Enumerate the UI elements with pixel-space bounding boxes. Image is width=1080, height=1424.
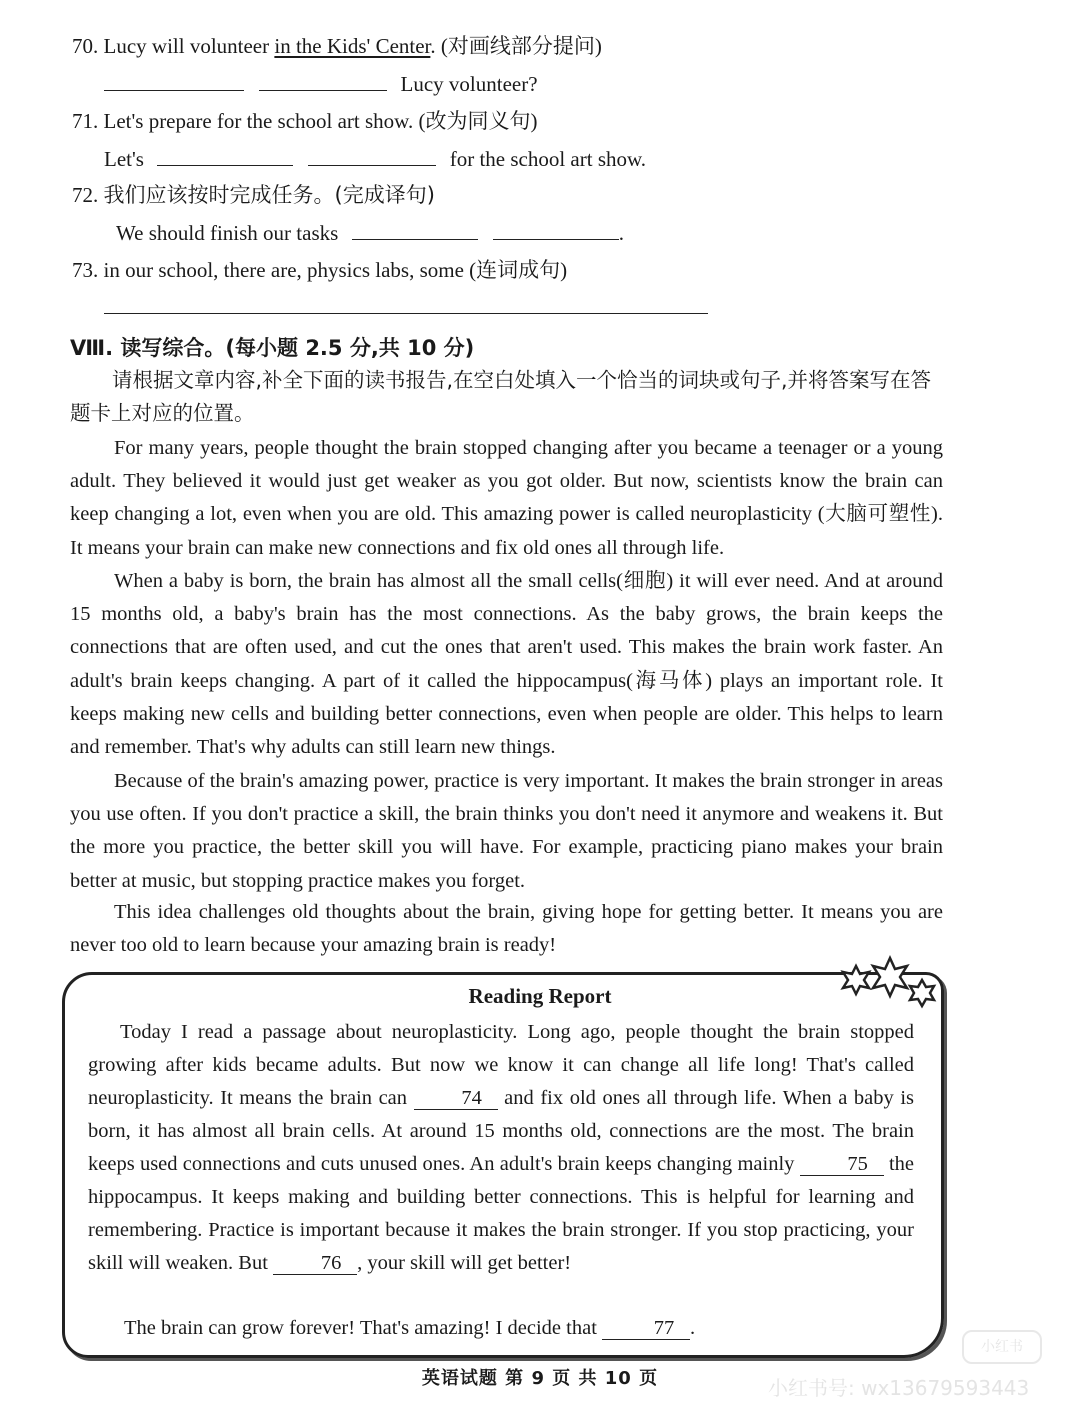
passage-paragraph-2: When a baby is born, the brain has almost all the small cells(细胞) it will ever need. And at around 15 months old, a baby's brain has the most connections. As the baby grows, the brain keeps the connections that are often used, and cut the ones that aren't used. This makes the brain work faster. An adult's brain keeps changing. A part of it called the hippocampus(海马体) plays an important role. It keeps making new cells and building better connections, even when people are older. This helps to learn and remember. That's why adults can still learn new things. <box>70 570 943 759</box>
answer-suffix: for the school art show. <box>449 147 647 171</box>
section-instruction: 请根据文章内容,补全下面的读书报告,在空白处填入一个恰当的词块或句子,并将答案写在答题卡上对应的位置。 <box>70 368 932 425</box>
page-footer: 英语试题 第 9 页 共 10 页 <box>421 1368 659 1389</box>
report-text: and fix old ones all through life. When a baby is born, it has almost all brain cells. At around 15 months old, connections are the most. The brain keeps used connections and cuts unused ones. An adult's brain keeps changing mainly <box>88 1087 914 1175</box>
report-text: . <box>690 1317 696 1339</box>
question-text: Let's prepare for the school art show. (改为同义句) <box>103 109 538 133</box>
report-text: the hippocampus. It keeps making and building better connections. This is helpful for learning and remembering. Practice is important because it makes the brain stronger. If you stop practicing, your skill will weaken. But <box>88 1153 914 1274</box>
report-text: Today I read a passage about neuroplasticity. Long ago, people thought the brain stopped growing after kids became adults. But now we know it can change all life long! That's called neuroplasticity. It means the brain can <box>88 1021 914 1109</box>
question-73 <box>72 256 567 284</box>
report-title: Reading Report <box>468 984 612 1008</box>
answer-blank[interactable] <box>308 145 436 166</box>
answer-line-73[interactable] <box>104 313 708 314</box>
blank-77[interactable]: 77 <box>602 1317 690 1340</box>
answer-suffix: Lucy volunteer? <box>400 72 538 96</box>
passage-paragraph-4: This idea challenges old thoughts about the brain, giving hope for getting better. It means you are never too old to learn because your amazing brain is ready! <box>70 901 943 957</box>
answer-line-71 <box>104 145 646 173</box>
question-number: 72. <box>72 183 99 207</box>
answer-line-70 <box>104 70 538 98</box>
answer-prefix: We should finish our tasks <box>116 221 339 245</box>
question-text: in our school, there are, physics labs, some (连词成句) <box>103 258 568 282</box>
question-70 <box>72 32 602 60</box>
report-paragraph-1 <box>88 1016 914 1280</box>
answer-blank[interactable] <box>352 219 478 240</box>
answer-line-72 <box>116 219 624 247</box>
report-paragraph-2 <box>88 1312 914 1345</box>
report-text: The brain can grow forever! That's amazing! I decide that <box>124 1317 597 1339</box>
passage-paragraph-1: For many years, people thought the brain stopped changing after you became a teenager or a young adult. They believed it would just get weaker as you got older. But now, scientists know the brain can keep changing a lot, even when you are old. This amazing power is called neuroplasticity (大脑可塑性). It means your brain can make new connections and fix old ones all through life. <box>70 437 943 559</box>
report-text: , your skill will get better! <box>357 1252 572 1274</box>
answer-blank[interactable] <box>493 219 619 240</box>
watermark-stamp: 小红书 <box>962 1330 1042 1364</box>
blank-74[interactable]: 74 <box>414 1087 498 1110</box>
question-text: 我们应该按时完成任务。(完成译句) <box>103 183 435 207</box>
blank-76[interactable]: 76 <box>273 1252 357 1275</box>
answer-blank[interactable] <box>259 70 387 91</box>
question-text: Lucy will volunteer <box>103 34 275 58</box>
question-instruction: . (对画线部分提问) <box>430 34 602 58</box>
question-71 <box>72 107 537 135</box>
section-title: Ⅷ. 读写综合。(每小题 2.5 分,共 10 分) <box>70 336 475 360</box>
answer-blank[interactable] <box>104 70 244 91</box>
question-number: 71. <box>72 109 99 133</box>
answer-suffix: . <box>618 221 625 245</box>
passage-paragraph-3: Because of the brain's amazing power, practice is very important. It makes the brain stronger in areas you use often. If you don't practice a skill, the brain thinks you don't need it anymore and weakens it. But the more you practice, the better skill you will have. For example, practicing piano makes your brain better at music, but stopping practice makes you forget. <box>70 770 943 892</box>
answer-prefix: Let's <box>104 147 144 171</box>
watermark-text: 小红书号: wx13679593443 <box>768 1376 1030 1400</box>
question-72 <box>72 181 435 209</box>
question-number: 73. <box>72 258 99 282</box>
question-number: 70. <box>72 34 99 58</box>
underlined-phrase: in the Kids' Center <box>274 34 431 58</box>
answer-blank[interactable] <box>157 145 293 166</box>
blank-75[interactable]: 75 <box>800 1153 884 1176</box>
